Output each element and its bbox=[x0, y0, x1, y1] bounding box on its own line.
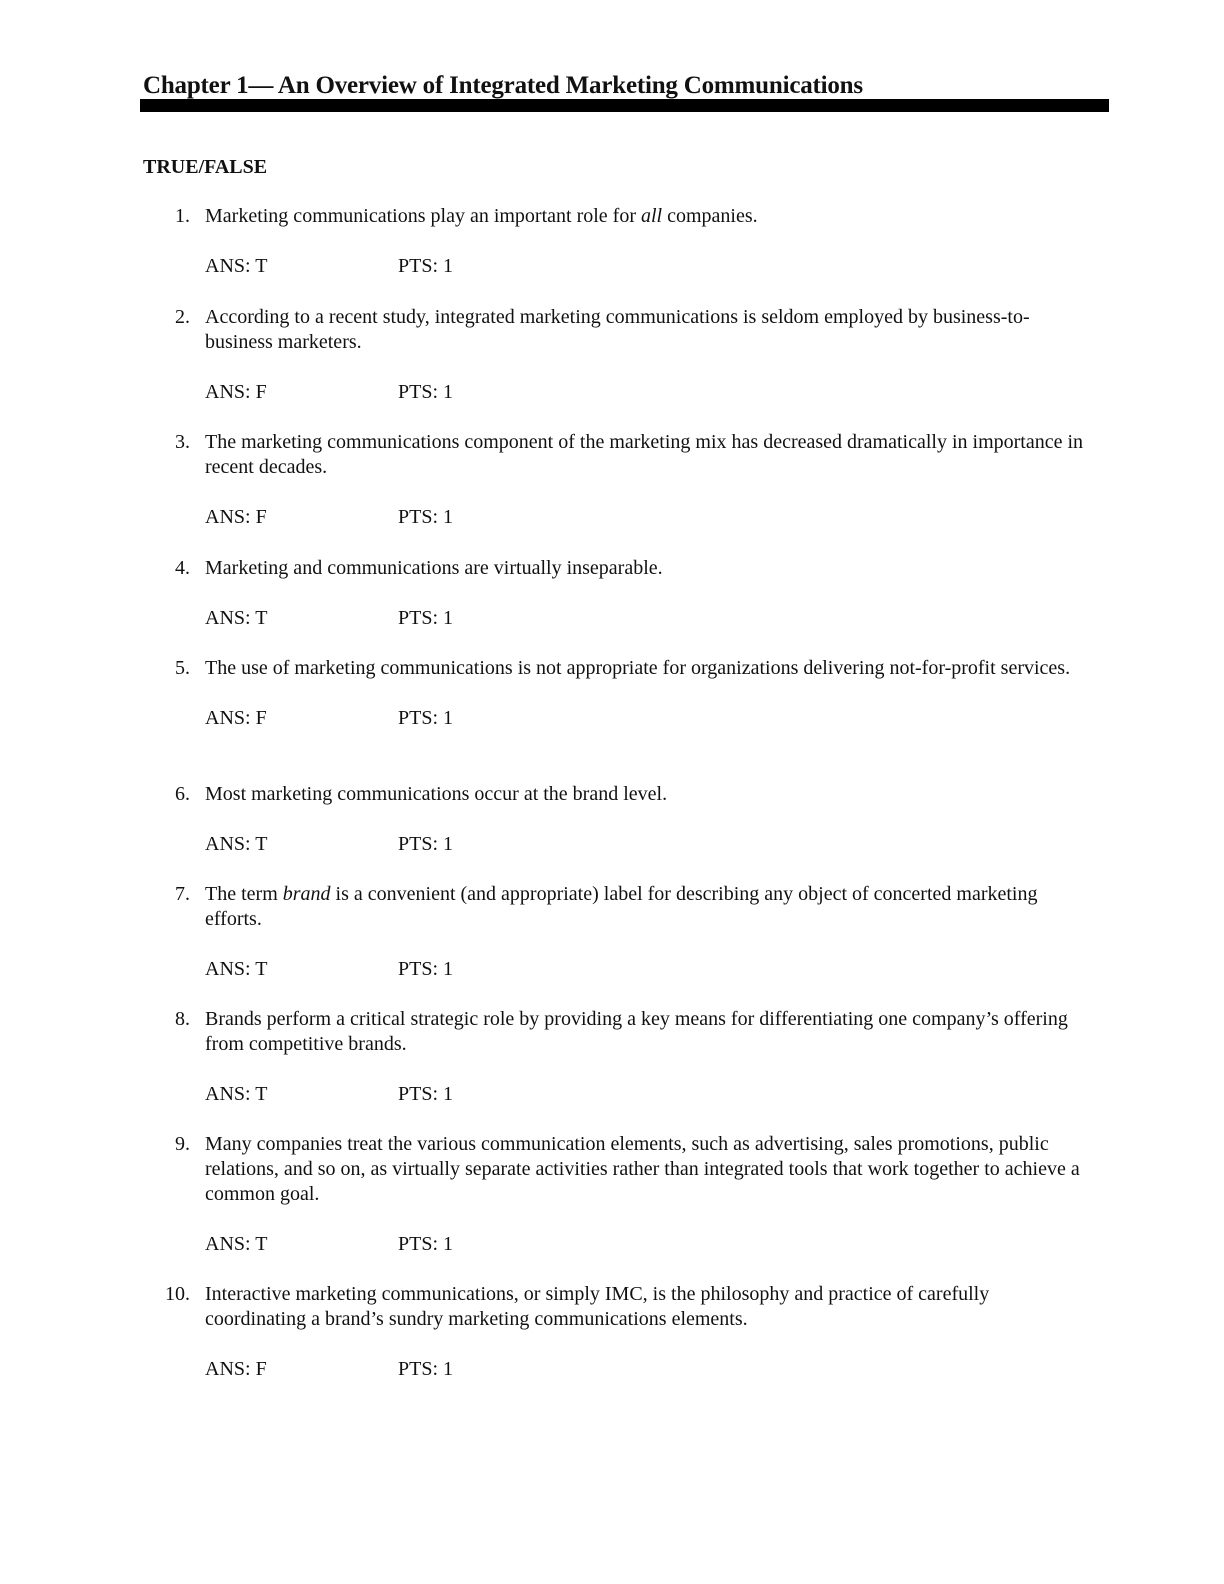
question-text: Brands perform a critical strategic role by providing a key means for differentiating one company’s offering from competitive brands. bbox=[205, 1008, 1068, 1055]
points-label: PTS: 1 bbox=[398, 958, 454, 980]
question-number: 8. bbox=[175, 1008, 190, 1030]
answer-label: ANS: F bbox=[205, 381, 267, 403]
answer-label: ANS: T bbox=[205, 958, 268, 980]
answer-line bbox=[205, 1357, 1090, 1382]
question-text-part: Marketing communications play an important role for bbox=[205, 205, 641, 227]
points-label: PTS: 1 bbox=[398, 506, 454, 528]
question-item bbox=[140, 656, 1090, 731]
points-label: PTS: 1 bbox=[398, 381, 454, 403]
answer-line bbox=[205, 957, 1090, 982]
question-text-part: The term bbox=[205, 883, 283, 905]
question-number: 6. bbox=[175, 783, 190, 805]
answer-line bbox=[205, 1082, 1090, 1107]
answer-line bbox=[205, 380, 1090, 405]
answer-line bbox=[205, 832, 1090, 857]
answer-line bbox=[205, 706, 1090, 731]
question-item bbox=[140, 556, 1090, 631]
question-item bbox=[140, 204, 1090, 279]
answer-label: ANS: F bbox=[205, 707, 267, 729]
question-number: 4. bbox=[175, 557, 190, 579]
question-text: The marketing communications component of the marketing mix has decreased dramatically in importance in recent decades. bbox=[205, 431, 1084, 478]
question-item bbox=[140, 430, 1090, 530]
title-rule bbox=[140, 99, 1109, 112]
question-text bbox=[205, 204, 1090, 229]
question-item bbox=[140, 782, 1090, 857]
answer-line bbox=[205, 606, 1090, 631]
question-text: The use of marketing communications is not appropriate for organizations delivering not-for-profit services. bbox=[205, 657, 1071, 679]
points-label: PTS: 1 bbox=[398, 833, 454, 855]
answer-line bbox=[205, 505, 1090, 530]
question-number: 1. bbox=[175, 205, 190, 227]
points-label: PTS: 1 bbox=[398, 707, 454, 729]
chapter-title: Chapter 1— An Overview of Integrated Marketing Communications bbox=[143, 72, 863, 99]
section-heading: TRUE/FALSE bbox=[143, 156, 268, 178]
question-item bbox=[140, 1282, 1090, 1382]
question-item bbox=[140, 882, 1090, 982]
question-item bbox=[140, 1007, 1090, 1107]
question-number: 9. bbox=[175, 1133, 190, 1155]
points-label: PTS: 1 bbox=[398, 607, 454, 629]
question-item bbox=[140, 1132, 1090, 1257]
question-text: Most marketing communications occur at the brand level. bbox=[205, 783, 668, 805]
question-text: Interactive marketing communications, or simply IMC, is the philosophy and practice of carefully coordinating a brand’s sundry marketing communications elements. bbox=[205, 1283, 990, 1330]
question-number: 2. bbox=[175, 306, 190, 328]
question-text-part: companies. bbox=[662, 205, 758, 227]
answer-label: ANS: F bbox=[205, 1358, 267, 1380]
answer-label: ANS: T bbox=[205, 255, 268, 277]
answer-label: ANS: F bbox=[205, 506, 267, 528]
question-item bbox=[140, 305, 1090, 405]
question-number: 7. bbox=[175, 883, 190, 905]
answer-label: ANS: T bbox=[205, 607, 268, 629]
points-label: PTS: 1 bbox=[398, 1358, 454, 1380]
points-label: PTS: 1 bbox=[398, 1233, 454, 1255]
answer-line bbox=[205, 1232, 1090, 1257]
question-text-emphasis: brand bbox=[282, 883, 331, 905]
question-number: 3. bbox=[175, 431, 190, 453]
question-text-part: is a convenient (and appropriate) label for describing any object of concerted marketing efforts. bbox=[205, 883, 1038, 930]
points-label: PTS: 1 bbox=[398, 1083, 454, 1105]
question-text: According to a recent study, integrated marketing communications is seldom employed by business-to-business marketers. bbox=[205, 306, 1030, 353]
answer-label: ANS: T bbox=[205, 833, 268, 855]
question-text: Marketing and communications are virtually inseparable. bbox=[205, 557, 663, 579]
question-text bbox=[205, 882, 1090, 932]
answer-line bbox=[205, 254, 1090, 279]
answer-label: ANS: T bbox=[205, 1233, 268, 1255]
question-number: 10. bbox=[165, 1283, 190, 1305]
question-text: Many companies treat the various communication elements, such as advertising, sales promotions, public relations, and so on, as virtually separate activities rather than integrated tools that work together to achieve a common goal. bbox=[205, 1133, 1080, 1205]
question-number: 5. bbox=[175, 657, 190, 679]
points-label: PTS: 1 bbox=[398, 255, 454, 277]
question-text-emphasis: all bbox=[641, 205, 663, 227]
answer-label: ANS: T bbox=[205, 1083, 268, 1105]
